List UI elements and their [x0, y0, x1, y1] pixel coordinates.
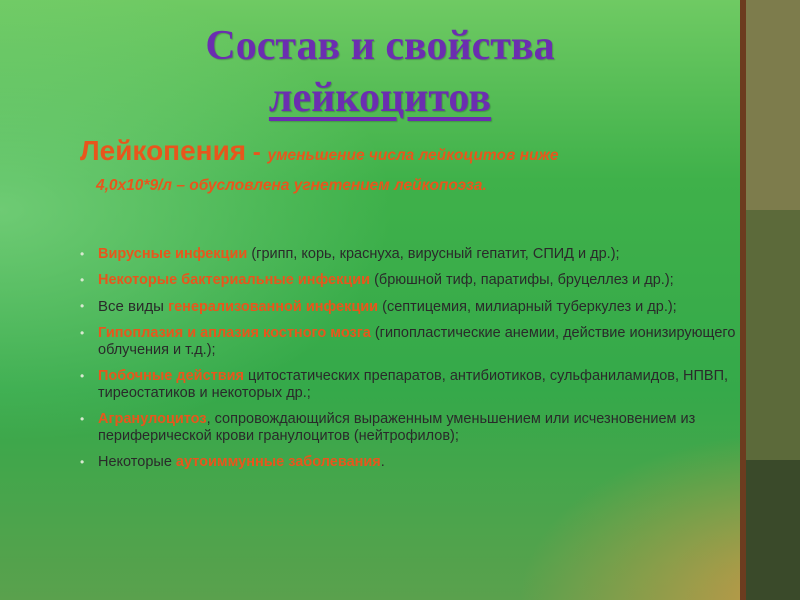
bullet-icon: • [80, 455, 85, 469]
list-item [80, 325, 760, 359]
list-item [80, 246, 760, 263]
definition-term: Лейкопения [80, 135, 247, 166]
title-line-1: Состав и свойства [205, 23, 555, 69]
list-item [80, 368, 760, 402]
cause-rest: . [380, 454, 385, 470]
cause-rest: (брюшной тиф, паратифы, бруцеллез и др.); [370, 272, 674, 288]
cause-rest: (септицемия, милиарный туберкулез и др.); [378, 299, 677, 315]
title-line-2: лейкоцитов [268, 75, 492, 121]
bullet-icon: • [80, 273, 85, 287]
definition-text-1: уменьшение числа лейкоцитов ниже [267, 147, 559, 164]
cause-rest: (гипопластические анемии, действие ионизирующего облучения и т.д.); [98, 325, 736, 358]
cause-prefix: Некоторые [98, 454, 176, 470]
bullet-icon: • [80, 326, 85, 340]
cause-rest: цитостатических препаратов, антибиотиков, сульфаниламидов, НПВП, тиреостатиков и некоторых др.; [98, 368, 729, 401]
bullet-icon: • [80, 247, 85, 261]
list-item [80, 454, 760, 471]
cause-prefix: Все виды [98, 298, 169, 315]
list-item [80, 411, 760, 445]
bullet-icon: • [80, 299, 85, 313]
slide-title [130, 20, 630, 124]
cause-highlight: аутоиммунные заболевания [175, 454, 381, 470]
sidebar-block-top [746, 0, 800, 210]
sidebar-block-bottom [746, 460, 800, 600]
cause-highlight: Агранулоцитоз [98, 411, 207, 427]
bullet-icon: • [80, 412, 85, 426]
list-item [80, 298, 760, 316]
list-item [80, 272, 760, 289]
definition-dash: - [246, 139, 268, 166]
cause-highlight: генерализованной инфекции [168, 299, 379, 315]
cause-highlight: Побочные действия [98, 368, 245, 384]
definition-text-2: 4,0х10*9/л – обусловлена угнетением лейкопоэза. [96, 177, 487, 194]
causes-list [80, 246, 760, 480]
cause-rest: , сопровождающийся выраженным уменьшением или исчезновением из периферической крови гранулоцитов (нейтрофилов); [98, 411, 696, 444]
definition-block [80, 135, 750, 197]
cause-rest: (грипп, корь, краснуха, вирусный гепатит, СПИД и др.); [247, 246, 620, 262]
cause-highlight: Гипоплазия и аплазия костного мозга [98, 325, 371, 341]
cause-highlight: Некоторые бактериальные инфекции [98, 272, 371, 288]
bullet-icon: • [80, 369, 85, 383]
cause-highlight: Вирусные инфекции [98, 246, 248, 262]
